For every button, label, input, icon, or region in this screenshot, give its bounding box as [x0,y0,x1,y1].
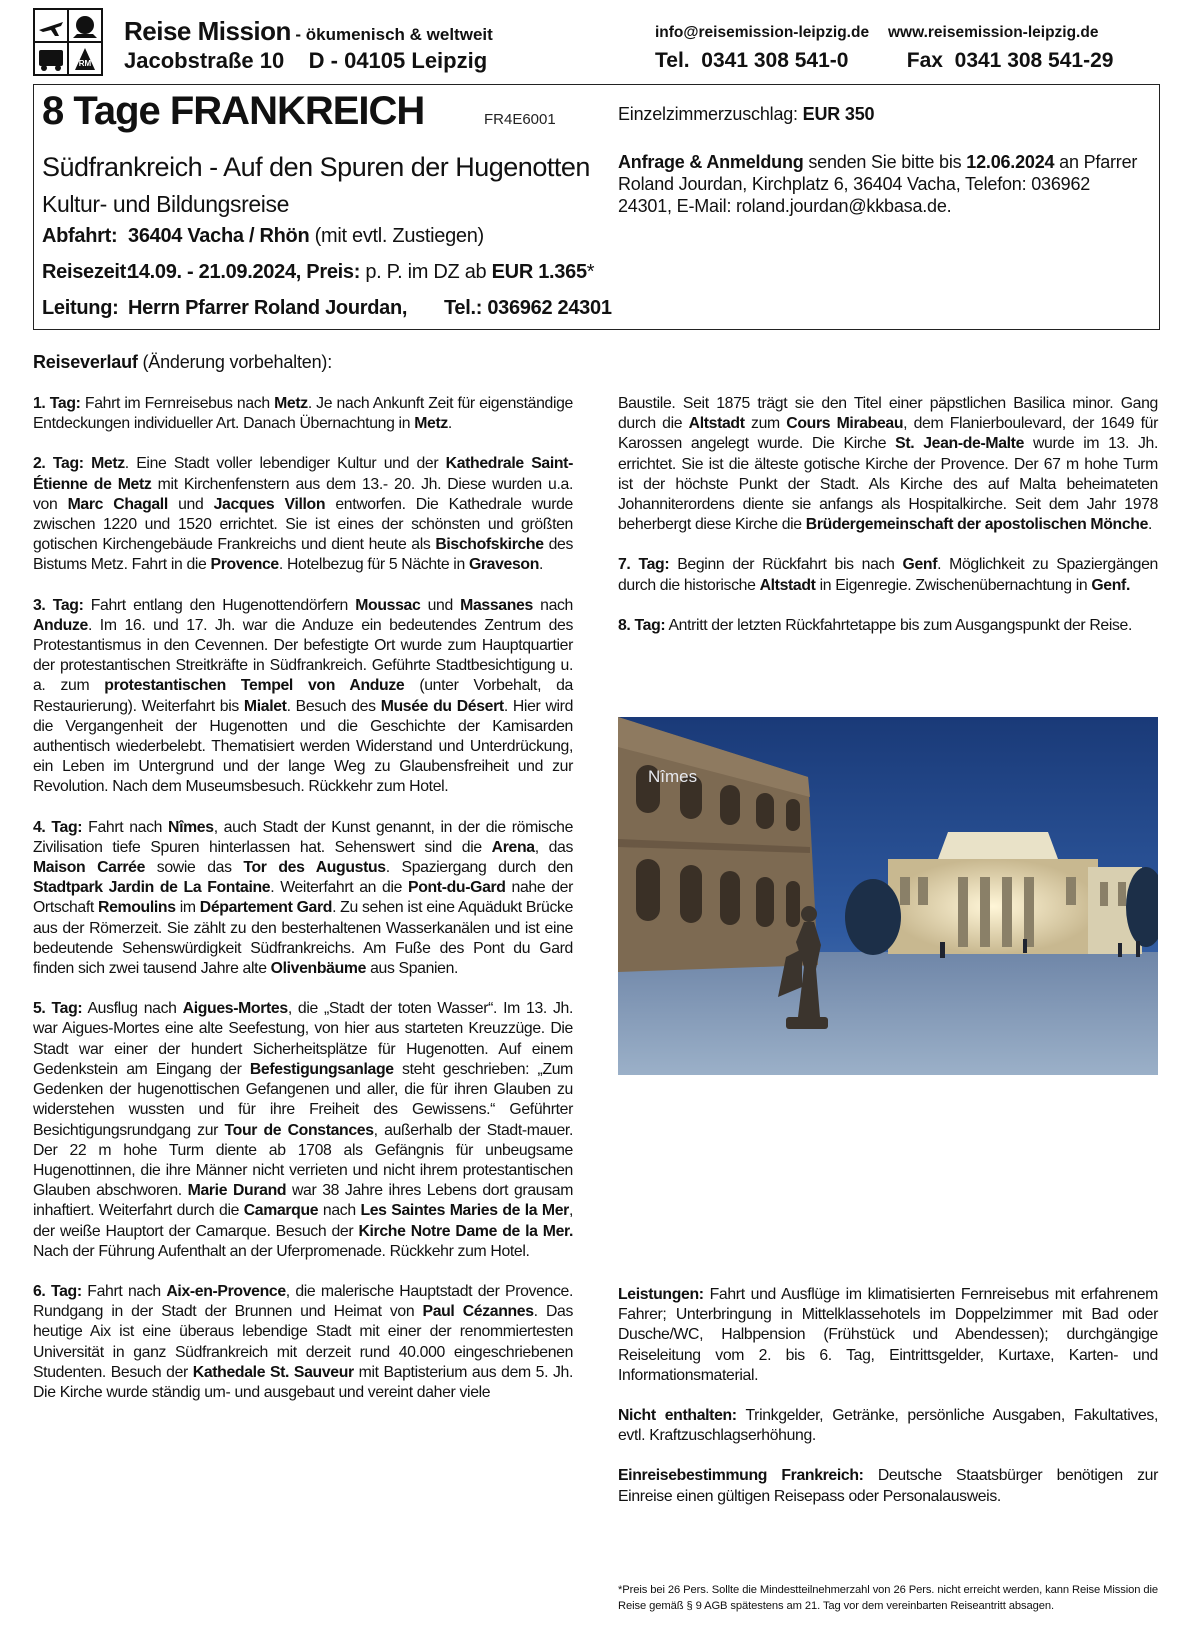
period-value: 14.09. - 21.09.2024, Preis: [128,261,361,283]
fax-number: Fax 0341 308 541-29 [906,49,1114,72]
contact-phone [655,49,1113,73]
day-8: 8. Tag: Antritt der letzten Rückfahrtetappe bis zum Ausgangspunkt der Reise. [618,616,1132,634]
itinerary-right-column [618,394,1158,656]
reise-mission-logo [33,8,103,76]
day-4: 4. Tag: Fahrt nach Nîmes, auch Stadt der Kunst genannt, in der die römische Zivilisation tiefe Spuren hinterlassen hat. Sehenswert sind die Arena, das Maison Carrée sowie das Tor des Augustus. Spaziergang durch den Stadtpark Jardin de La Fontaine. Weiterfahrt an die Pont-du-Gard nahe der Ortschaft Remoulins im Département Gard. Zu sehen ist eine Aquädukt Brücke aus der Römerzeit. Sie zählt zu den besterhaltenen Wasserkanälen und ist eine bedeutende Sehenswürdigkeit Südfrankreichs. Am Fuße des Pont du Gard finden sich zwei tausend Jahre alte Olivenbäume aus Spanien. [33,818,574,978]
day-6-continued: Baustile. Seit 1875 trägt sie den Titel einer päpstlichen Basilica minor. Gang durch die Altstadt zum Cours Mirabeau, dem Flanierboulevard, der 1649 für Karossen angelegt wurde. Die Kirche St. Jean-de-Malte wurde im 13. Jh. errichtet. Sie ist die älteste gotische Kirche der Provence. Der 67 m hohe Turm ist der höchste Punkt der Stadt. Als Kirche des auf Malta beheimateten Johanniterordens diente sie anfangs als Hospitalkirche. Seit dem Jahr 1978 beherbergt diese Kirche die Brüdergemeinschaft der apostolischen Mönche. [618,395,1159,534]
itinerary-heading [33,352,332,373]
photo-caption: Nîmes [648,767,698,786]
trip-code: FR4E6001 [484,111,556,128]
trip-type: Kultur- und Bildungsreise [42,191,289,217]
departure-label: Abfahrt: [42,225,118,247]
brand-tagline: - ökumenisch & weltweit [295,25,493,44]
trip-subtitle: Südfrankreich - Auf den Spuren der Hugenotten [42,152,590,182]
address: Jacobstraße 10 D - 04105 Leipzig [124,48,488,73]
services-included: Leistungen: Fahrt und Ausflüge im klimatisierten Fernreisebus mit erfahrenem Fahrer; Unterbringung in Mittelklassehotels im Doppelzimmer mit Bad oder Dusche/WC, Halbpension (Frühstück und Abendessen); durchgängige Reiseleitung vom 2. bis 6. Tag, Eintrittsgelder, Kurtaxe, Karten- und Informationsmaterial. [618,1286,1158,1384]
lead-row [42,297,612,320]
registration-label: Anfrage & Anmeldung [618,152,804,172]
services-excluded: Nicht enthalten: Trinkgelder, Getränke, persönliche Ausgaben, Fakultatives, evtl. Kraftzuschlagserhöhung. [618,1407,1159,1445]
registration-info [618,151,1148,217]
single-room-surcharge [618,103,874,125]
registration-text1: senden Sie bitte bis [803,152,967,172]
logo-text: RM [78,59,92,68]
nimes-photo [618,717,1158,1075]
departure-row [42,225,484,248]
single-value: EUR 350 [802,104,875,124]
itinerary-heading-note: (Änderung vorbehalten): [137,352,332,372]
services-column [618,1285,1158,1527]
trip-info-box [33,84,1160,330]
itinerary-heading-label: Reiseverlauf [33,352,138,372]
period-label: Reisezeit: [42,261,133,283]
day-2: 2. Tag: Metz. Eine Stadt voller lebendiger Kultur und der Kathedrale Saint-Étienne de Metz mit Kirchenfenstern aus dem 13.- 20. Jh. Diese wurden u.a. von Marc Chagall und Jacques Villon entworfen. Die Kathedrale wurde zwischen 1220 und 1520 errichtet. Sie ist eines der schönsten und größten gotischen Kirchengebäude Frankreichs und dient heute als Bischofskirche des Bistums Metz. Fahrt in die Provence. Hotelbezug für 5 Nächte in Graveson. [33,455,574,574]
contact-web [655,24,1098,42]
lead-value: Herrn Pfarrer Roland Jourdan, [128,297,408,319]
period-row [42,261,594,284]
day-5: 5. Tag: Ausflug nach Aigues-Mortes, die „Stadt der toten Wasser“. Im 13. Jh. war Aigues-Mortes eine alte Seefestung, von hier aus starteten Kreuzzüge. Die Stadt war einer der hundert Sicherheitsplätze für Hugenotten. Auf einem Gedenkstein am Eingang der Befestigungsanlage steht geschrieben: „Zum Gedenken der hugenottischen Gefangenen und aller, die für ihren Glauben zu widerstehen wussten und für ihre Freiheit des Gewissens.“ Geführter Besichtigungsrundgang zur Tour de Constances, außerhalb der Stadt-mauer. Der 22 m hohe Turm diente ab 1708 als Gefängnis für unbeugsame Hugenottinnen, die ihre Männer nicht verrieten und nicht ihrem protestantischen Glauben abschworen. Marie Durand war 38 Jahre ihres Lebens dort grausam inhaftiert. Weiterfahrt durch die Camarque nach Les Saintes Maries de la Mer, der weiße Hauptort der Camarque. Besuch der Kirche Notre Dame de la Mer. Nach der Führung Aufenthalt an der Uferpromenade. Rückkehr zum Hotel. [33,1000,573,1260]
trip-title: 8 Tage FRANKREICH [42,89,425,133]
price-mark: * [586,261,595,283]
lead-label: Leitung: [42,297,119,319]
email-link[interactable]: info@reisemission-leipzig.de [655,24,870,41]
registration-text2: an Pfarrer Roland Jourdan, Kirchplatz 6, 36404 Vacha, Telefon: 036962 24301, E-Mail: roland.jourdan@kkbasa.de. [618,152,1138,216]
entry-requirements: Einreisebestimmung Frankreich: Deutsche Staatsbürger benötigen zur Einreise einen gültigen Reisepass oder Personalausweis. [618,1467,1158,1505]
lead-tel: Tel.: 036962 24301 [443,297,612,319]
day-6: 6. Tag: Fahrt nach Aix-en-Provence, die malerische Hauptstadt der Provence. Rundgang in der Stadt der Brunnen und Heimat von Paul Cézannes. Das heutige Aix ist eine überaus lebendige Stadt mit einer der renommiertesten Universität in ganz Südfrankreich mit derzeit rund 40.000 eingeschriebenen Studenten. Besuch der Kathedale St. Sauveur mit Baptisterium aus dem 5. Jh. Die Kirche wurde ständig um- und ausgebaut und vereint daher viele [33,1282,574,1401]
day-1: 1. Tag: Fahrt im Fernreisebus nach Metz. Je nach Ankunft Zeit für eigenständige Entdeckungen individueller Art. Danach Übernachtung in Metz. [33,395,573,433]
website-link[interactable]: www.reisemission-leipzig.de [888,24,1099,41]
phone-number: Tel. 0341 308 541-0 [655,49,849,72]
departure-value: 36404 Vacha / Rhön [128,225,310,247]
brand-name: Reise Mission [124,16,291,46]
day-7: 7. Tag: Beginn der Rückfahrt bis nach Genf. Möglichkeit zu Spaziergängen durch die historische Altstadt in Eigenregie. Zwischenübernachtung in Genf. [618,556,1158,594]
price-text: p. P. im DZ ab [360,261,492,283]
price-footnote: *Preis bei 26 Pers. Sollte die Mindestteilnehmerzahl von 26 Pers. nicht erreicht werden, kann Reise Mission die Reise gemäß § 9 AGB spätestens am 21. Tag vor dem vereinbarten Reiseantritt absagen. [618,1584,1158,1612]
price-value: EUR 1.365 [491,261,587,283]
registration-date: 12.06.2024 [966,152,1055,172]
single-label: Einzelzimmerzuschlag: [618,104,803,124]
day-3: 3. Tag: Fahrt entlang den Hugenottendörfern Moussac und Massanes nach Anduze. Im 16. und 17. Jh. war die Anduze ein bedeutendes Zentrum des Protestantismus in den Cevennen. Der befestigte Ort wurde zum Hauptquartier der protestantischen Streitkräfte in Südfrankreich. Geführte Stadtbesichtigung u. a. zum protestantischen Tempel von Anduze (unter Vorbehalt, da Restaurierung). Weiterfahrt bis Mialet. Besuch des Musée du Désert. Hier wird die Vergangenheit der Hugenotten und die Geschichte der Kamisarden authentisch wiederbelebt. Thematisiert werden Widerstand und Unterdrückung, ein Leben im Untergrund und der lange Weg zu Glaubensfreiheit und zur Revolution. Nach dem Museumsbesuch. Rückkehr zum Hotel. [33,596,574,796]
itinerary-left-column [33,394,573,1423]
brand [124,16,493,47]
departure-note: (mit evtl. Zustiegen) [309,225,484,247]
nimes-arena-illustration [618,717,1158,1075]
